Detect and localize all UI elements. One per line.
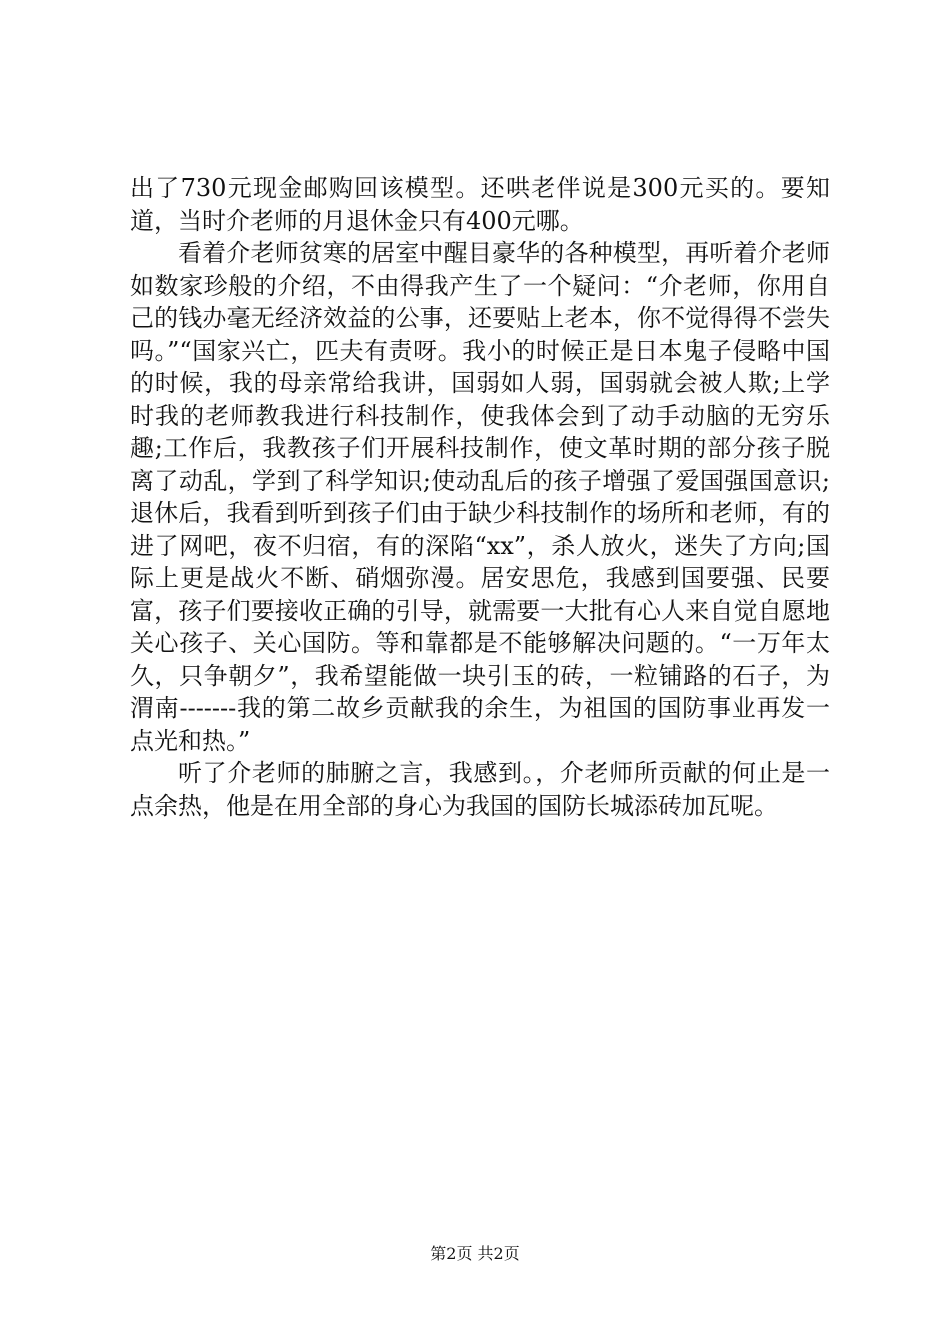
body-text	[130, 172, 830, 822]
page-footer: 第2页 共2页	[430, 1244, 520, 1263]
paragraph-1: 出了730元现金邮购回该模型。还哄老伴说是300元买的。要知道，当时介老师的月退休金只有400元哪。	[130, 174, 830, 235]
paragraph-3: 听了介老师的肺腑之言，我感到。，介老师所贡献的何止是一点余热，他是在用全部的身心为我国的国防长城添砖加瓦呢。	[130, 759, 830, 820]
paragraph-2: 看着介老师贫寒的居室中醒目豪华的各种模型，再听着介老师如数家珍般的介绍，不由得我产生了一个疑问：“介老师，你用自己的钱办毫无经济效益的公事，还要贴上老本，你不觉得得不尝失吗。”“国家兴亡，匹夫有责呀。我小的时候正是日本鬼子侵略中国的时候，我的母亲常给我讲，国弱如人弱，国弱就会被人欺;上学时我的老师教我进行科技制作，使我体会到了动手动脑的无穷乐趣;工作后，我教孩子们开展科技制作，使文革时期的部分孩子脱离了动乱，学到了科学知识;使动乱后的孩子增强了爱国强国意识;退休后，我看到听到孩子们由于缺少科技制作的场所和老师，有的进了网吧，夜不归宿，有的深陷“xx”，杀人放火，迷失了方向;国际上更是战火不断、硝烟弥漫。居安思危，我感到国要强、民要富，孩子们要接收正确的引导，就需要一大批有心人来自觉自愿地关心孩子、关心国防。等和靠都是不能够解决问题的。“一万年太久，只争朝夕”，我希望能做一块引玉的砖，一粒铺路的石子，为渭南-------我的第二故乡贡献我的余生，为祖国的国防事业再发一点光和热。”	[130, 239, 830, 755]
